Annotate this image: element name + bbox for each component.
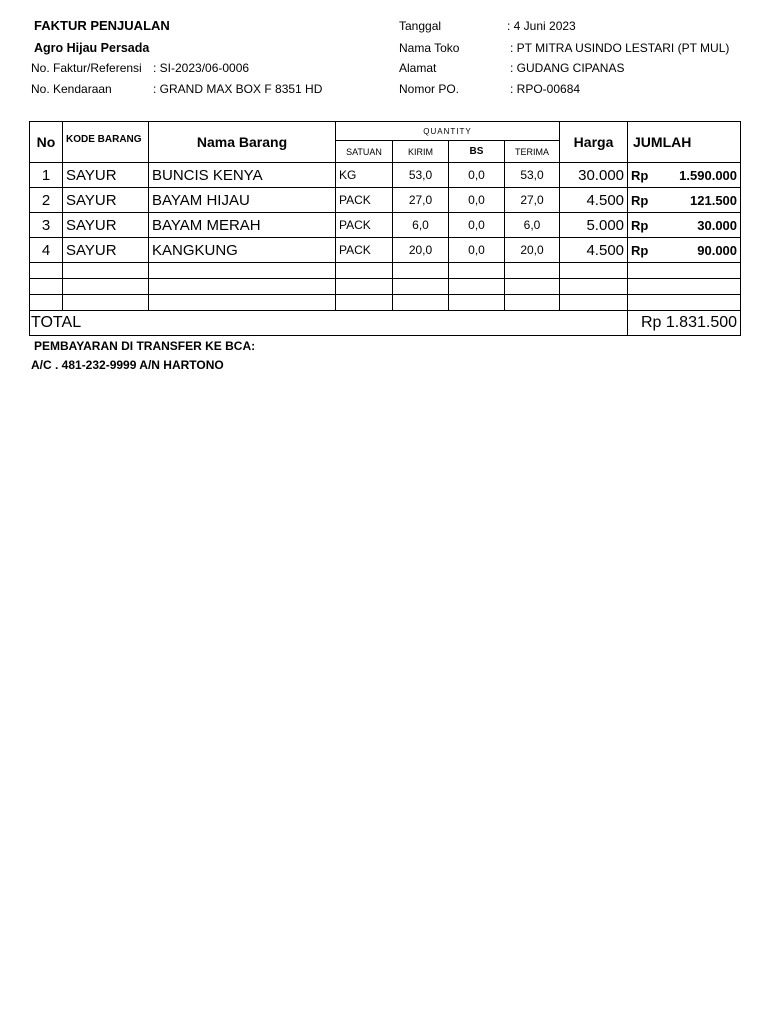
row-jumlah <box>628 163 741 188</box>
row-terima: 20,0 <box>505 238 560 263</box>
empty-cell <box>336 263 393 279</box>
empty-row <box>30 263 741 279</box>
header-no: No <box>30 122 63 163</box>
row-terima: 27,0 <box>505 188 560 213</box>
date-value: : 4 Juni 2023 <box>507 19 576 33</box>
header-harga: Harga <box>560 122 628 163</box>
header-terima: TERIMA <box>505 141 560 163</box>
header-kode-barang: KODE BARANG <box>63 122 149 163</box>
header-nama-barang: Nama Barang <box>149 122 336 163</box>
po-value: : RPO-00684 <box>510 82 581 96</box>
store-label: Nama Toko <box>399 41 460 55</box>
document-title: FAKTUR PENJUALAN <box>34 18 170 33</box>
empty-cell <box>149 295 336 311</box>
row-satuan: PACK <box>336 238 393 263</box>
row-harga: 5.000 <box>560 213 628 238</box>
currency-label: Rp <box>631 167 649 183</box>
total-row <box>30 311 741 336</box>
empty-cell <box>560 263 628 279</box>
row-harga: 30.000 <box>560 163 628 188</box>
row-harga: 4.500 <box>560 188 628 213</box>
amount-value: 90.000 <box>697 242 738 258</box>
payment-instruction: PEMBAYARAN DI TRANSFER KE BCA: <box>34 339 256 353</box>
row-kirim: 20,0 <box>393 238 449 263</box>
row-terima: 6,0 <box>505 213 560 238</box>
row-kode: SAYUR <box>63 163 149 188</box>
empty-cell <box>449 295 505 311</box>
table-row <box>30 213 741 238</box>
po-label: Nomor PO. <box>399 82 460 96</box>
row-no: 4 <box>30 238 63 263</box>
empty-cell <box>505 295 560 311</box>
empty-cell <box>149 263 336 279</box>
empty-row <box>30 279 741 295</box>
empty-cell <box>560 279 628 295</box>
currency-label: Rp <box>631 192 649 208</box>
empty-cell <box>560 295 628 311</box>
store-value: : PT MITRA USINDO LESTARI (PT MUL) <box>510 41 730 55</box>
row-bs: 0,0 <box>449 238 505 263</box>
row-jumlah <box>628 238 741 263</box>
company-name: Agro Hijau Persada <box>34 41 150 55</box>
empty-cell <box>449 263 505 279</box>
header-kirim: KIRIM <box>393 141 449 163</box>
empty-cell <box>63 295 149 311</box>
table-row <box>30 188 741 213</box>
row-jumlah <box>628 213 741 238</box>
address-label: Alamat <box>399 61 437 75</box>
date-label: Tanggal <box>399 19 442 33</box>
row-nama: BAYAM MERAH <box>149 213 336 238</box>
row-satuan: PACK <box>336 213 393 238</box>
row-nama: BUNCIS KENYA <box>149 163 336 188</box>
currency-label: Rp <box>631 217 649 233</box>
row-kirim: 53,0 <box>393 163 449 188</box>
address-value: : GUDANG CIPANAS <box>510 61 625 75</box>
row-no: 3 <box>30 213 63 238</box>
row-kirim: 6,0 <box>393 213 449 238</box>
total-label: TOTAL <box>30 311 628 336</box>
ref-label: No. Faktur/Referensi <box>31 61 142 75</box>
row-terima: 53,0 <box>505 163 560 188</box>
currency-label: Rp <box>631 242 649 258</box>
amount-value: 30.000 <box>697 217 738 233</box>
row-kode: SAYUR <box>63 188 149 213</box>
row-bs: 0,0 <box>449 163 505 188</box>
row-harga: 4.500 <box>560 238 628 263</box>
row-nama: BAYAM HIJAU <box>149 188 336 213</box>
empty-cell <box>628 263 741 279</box>
row-satuan: PACK <box>336 188 393 213</box>
empty-cell <box>30 279 63 295</box>
header-jumlah: JUMLAH <box>628 122 741 163</box>
row-bs: 0,0 <box>449 213 505 238</box>
empty-cell <box>30 295 63 311</box>
empty-cell <box>393 263 449 279</box>
empty-cell <box>63 263 149 279</box>
header-satuan: SATUAN <box>336 141 393 163</box>
row-no: 1 <box>30 163 63 188</box>
amount-value: 121.500 <box>690 192 738 208</box>
empty-row <box>30 295 741 311</box>
empty-cell <box>628 295 741 311</box>
row-satuan: KG <box>336 163 393 188</box>
row-kode: SAYUR <box>63 213 149 238</box>
empty-cell <box>30 263 63 279</box>
empty-cell <box>505 263 560 279</box>
row-jumlah <box>628 188 741 213</box>
empty-cell <box>336 279 393 295</box>
empty-cell <box>449 279 505 295</box>
invoice-table <box>29 121 741 336</box>
row-nama: KANGKUNG <box>149 238 336 263</box>
header-quantity: QUANTITY <box>336 122 560 141</box>
header-bs: BS <box>449 141 505 163</box>
amount-value: 1.590.000 <box>679 167 738 183</box>
empty-cell <box>505 279 560 295</box>
table-row <box>30 163 741 188</box>
row-kode: SAYUR <box>63 238 149 263</box>
row-no: 2 <box>30 188 63 213</box>
row-kirim: 27,0 <box>393 188 449 213</box>
empty-cell <box>149 279 336 295</box>
empty-cell <box>63 279 149 295</box>
bank-account: A/C . 481-232-9999 A/N HARTONO <box>31 358 224 372</box>
table-row <box>30 238 741 263</box>
empty-cell <box>336 295 393 311</box>
row-bs: 0,0 <box>449 188 505 213</box>
total-value: Rp 1.831.500 <box>628 311 741 336</box>
vehicle-label: No. Kendaraan <box>31 82 112 96</box>
empty-cell <box>393 295 449 311</box>
empty-cell <box>628 279 741 295</box>
vehicle-value: : GRAND MAX BOX F 8351 HD <box>153 82 323 96</box>
ref-value: : SI-2023/06-0006 <box>153 61 250 75</box>
empty-cell <box>393 279 449 295</box>
